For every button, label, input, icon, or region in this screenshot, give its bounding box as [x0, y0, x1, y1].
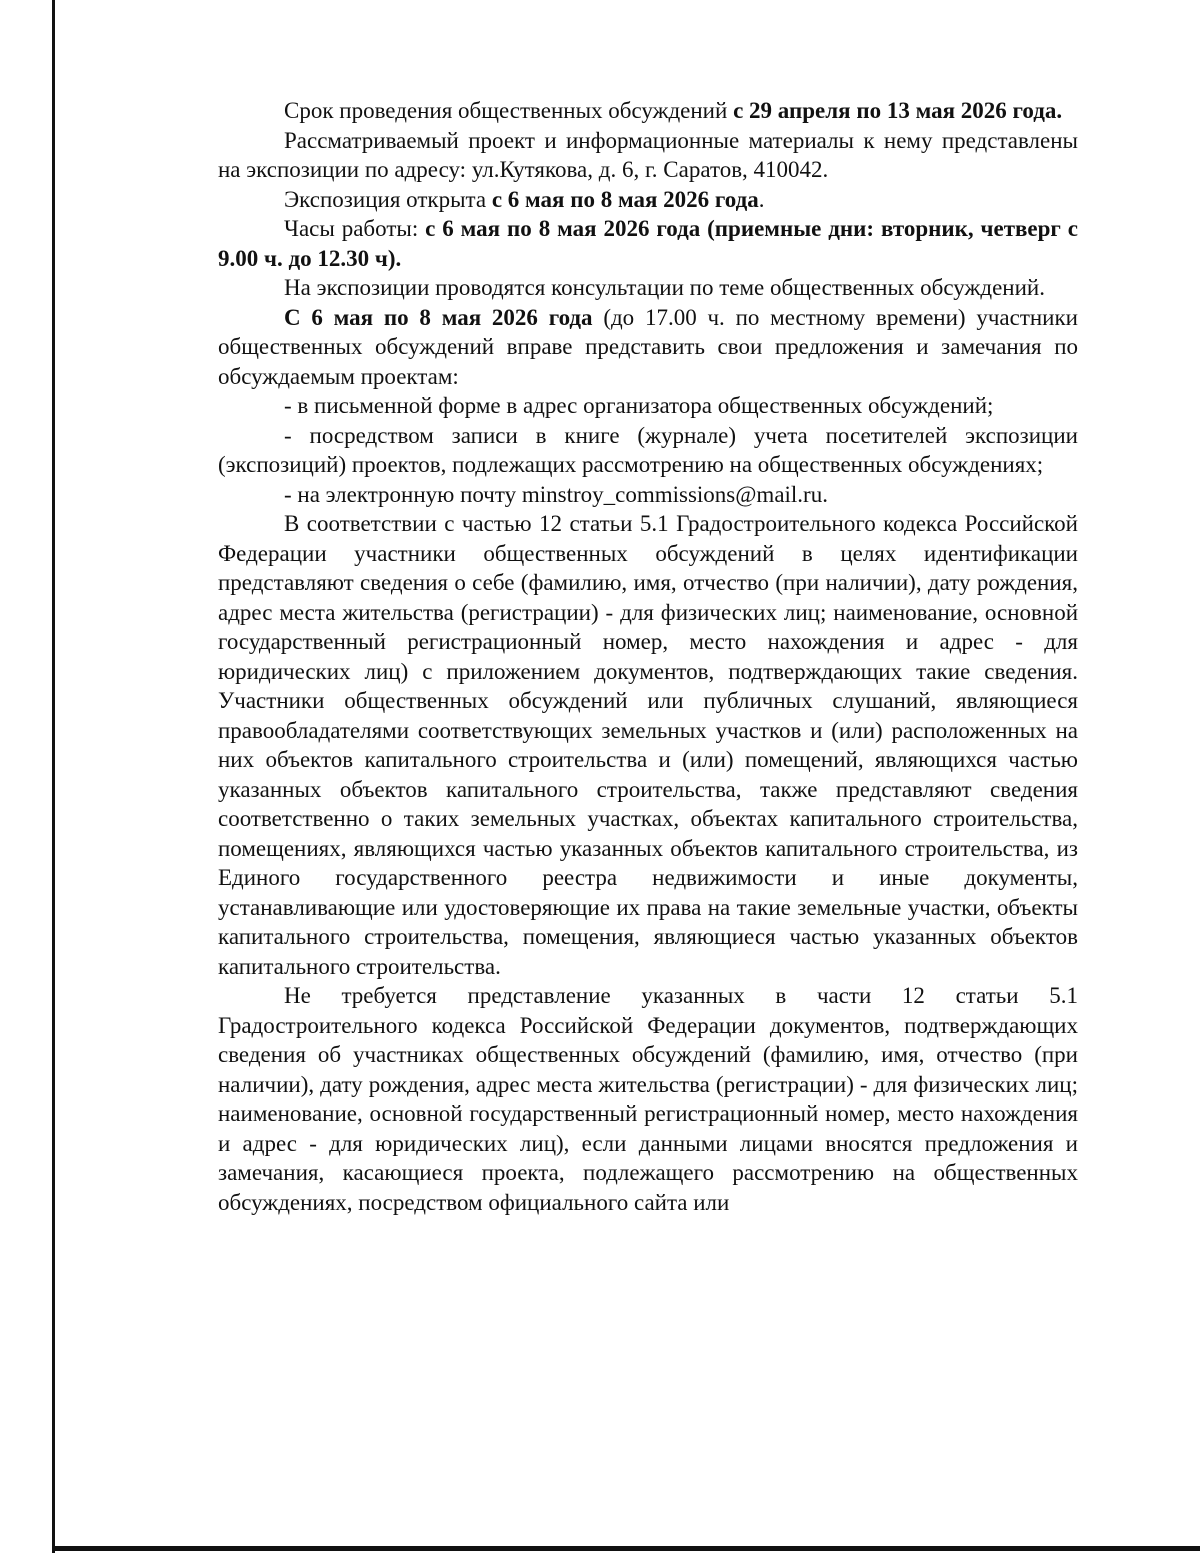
text-segment: Срок проведения общественных обсуждений: [284, 98, 734, 123]
paragraph-consultations: [218, 273, 1078, 303]
text-segment-bold: с 29 апреля по 13 мая 2026 года.: [733, 98, 1063, 123]
paragraph-exposition-open: [218, 185, 1078, 215]
scan-border-bottom: [52, 1546, 1200, 1551]
paragraph-no-documents-required: [218, 981, 1078, 1217]
paragraph-exposition-address: [218, 126, 1078, 185]
text-segment: .: [758, 186, 765, 212]
paragraph-identification: [218, 509, 1078, 981]
text-segment: - посредством записи в книге (журнале) учета посетителей экспозиции (экспозиций) проектов, подлежащих рассмотрению на общественных обсуждениях;: [218, 422, 1078, 477]
list-item-written-form: [218, 391, 1078, 421]
text-segment: Экспозиция открыта: [284, 186, 492, 212]
text-segment: Часы работы:: [284, 216, 426, 241]
list-item-visitor-book: [218, 421, 1078, 480]
text-segment: (до 17.00 ч. по местному времени) участники общественных обсуждений вправе представить свои предложения и замечания по обсуждаемым проектам:: [218, 304, 1078, 389]
list-item-email: [218, 480, 1078, 510]
paragraph-proposals-period: [218, 303, 1078, 392]
text-segment-bold: с 6 мая по 8 мая 2026 года: [491, 186, 759, 212]
text-segment: - на электронную почту minstroy_commissions@mail.ru.: [284, 481, 828, 507]
text-segment: Рассматриваемый проект и информационные материалы к нему представлены на экспозиции по адресу: ул.Кутякова, д. 6, г. Саратов, 410042.: [218, 127, 1078, 182]
text-segment: Не требуется представление указанных в части 12 статьи 5.1 Градостроительного кодекса Российской Федерации документов, подтверждающих сведения об участниках общественных обсуждений (фамилию, имя, отчество (при наличии), дату рождения, адрес места жительства (регистрации) - для физических лиц; наименование, основной государственный регистрационный номер, место нахождения и адрес - для юридических лиц), если данными лицами вносятся предложения и замечания, касающиеся проекта, подлежащего рассмотрению на общественных обсуждениях, посредством официального сайта или: [218, 983, 1078, 1215]
document-page: [218, 96, 1078, 1217]
scan-border-left: [52, 0, 55, 1553]
text-segment: - в письменной форме в адрес организатора общественных обсуждений;: [284, 393, 994, 418]
text-segment-bold: С 6 мая по 8 мая 2026 года: [284, 304, 593, 330]
text-segment: В соответствии с частью 12 статьи 5.1 Градостроительного кодекса Российской Федерации участники общественных обсуждений в целях идентификации представляют сведения о себе (фамилию, имя, отчество (при наличии), дату рождения, адрес места жительства (регистрации) - для физических лиц; наименование, основной государственный регистрационный номер, место нахождения и адрес - для юридических лиц) с приложением документов, подтверждающих такие сведения. Участники общественных обсуждений или публичных слушаний, являющиеся правообладателями соответствующих земельных участков и (или) расположенных на них объектов капитального строительства и (или) помещений, являющихся частью указанных объектов капитального строительства, также представляют сведения соответственно о таких земельных участках, объектах капитального строительства, помещениях, являющихся частью указанных объектов капитального строительства, из Единого государственного реестра недвижимости и иные документы, устанавливающие или удостоверяющие их права на такие земельные участки, объекты капитального строительства, помещения, являющиеся частью указанных объектов капитального строительства.: [218, 511, 1078, 979]
text-segment: На экспозиции проводятся консультации по теме общественных обсуждений.: [284, 275, 1045, 300]
text-segment-bold: с 6 мая по 8 мая 2026 года (приемные дни: вторник, четверг с 9.00 ч. до 12.30 ч).: [218, 216, 1078, 271]
paragraph-working-hours: [218, 214, 1078, 273]
paragraph-term: [218, 96, 1078, 126]
